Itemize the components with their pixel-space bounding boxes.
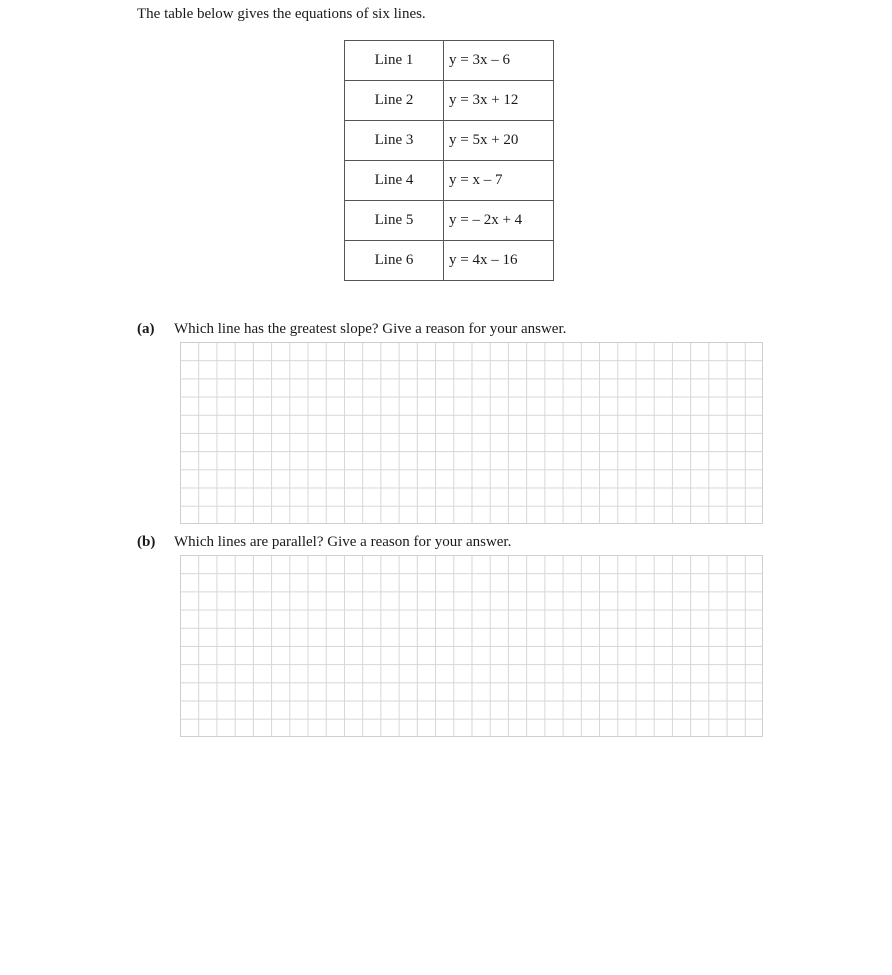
line-equation: y = – 2x + 4 xyxy=(444,201,554,241)
line-equation: y = 4x – 16 xyxy=(444,241,554,281)
line-name: Line 3 xyxy=(345,121,444,161)
line-equation: y = 3x – 6 xyxy=(444,41,554,81)
table-row xyxy=(345,81,554,121)
table-row xyxy=(345,161,554,201)
answer-grid-b[interactable] xyxy=(180,555,763,737)
table-row xyxy=(345,41,554,81)
line-name: Line 5 xyxy=(345,201,444,241)
question-b-text: Which lines are parallel? Give a reason for your answer. xyxy=(174,534,512,550)
line-name: Line 1 xyxy=(345,41,444,81)
question-a-text: Which line has the greatest slope? Give a reason for your answer. xyxy=(174,321,567,337)
table-row xyxy=(345,121,554,161)
question-b-label: (b) xyxy=(137,534,156,550)
line-name: Line 4 xyxy=(345,161,444,201)
line-equation: y = 5x + 20 xyxy=(444,121,554,161)
question-a-label: (a) xyxy=(137,321,155,337)
line-equation: y = x – 7 xyxy=(444,161,554,201)
line-name: Line 2 xyxy=(345,81,444,121)
line-name: Line 6 xyxy=(345,241,444,281)
question-a xyxy=(137,320,566,338)
equations-table xyxy=(344,40,554,281)
intro-text: The table below gives the equations of six lines. xyxy=(137,6,426,22)
line-equation: y = 3x + 12 xyxy=(444,81,554,121)
table-row xyxy=(345,201,554,241)
answer-grid-a[interactable] xyxy=(180,342,763,524)
table-row xyxy=(345,241,554,281)
question-b xyxy=(137,533,511,551)
